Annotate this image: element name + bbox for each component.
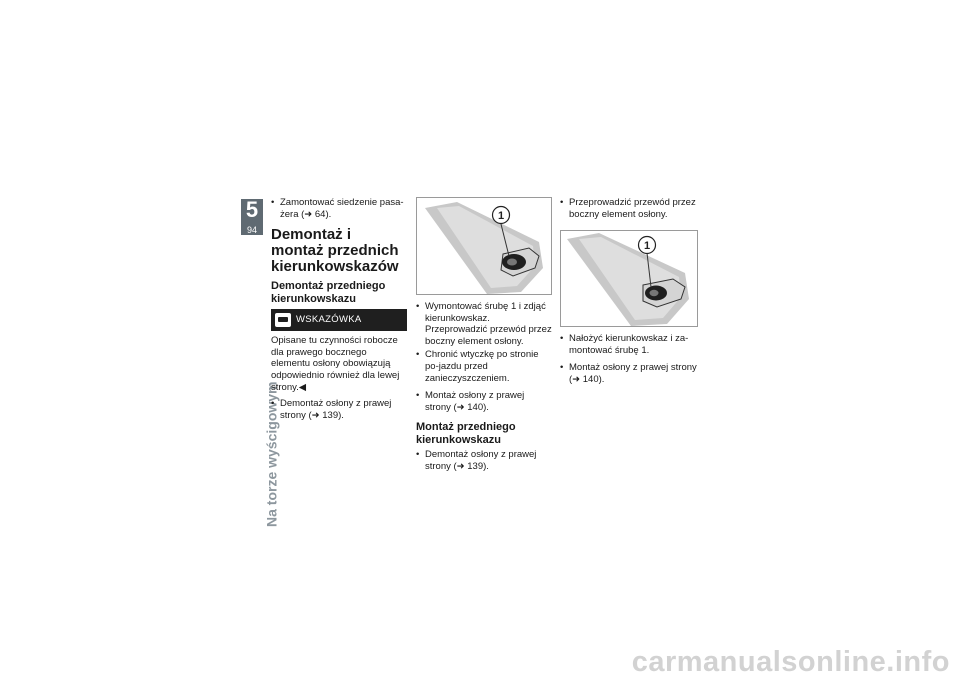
bullet-item: • Demontaż osłony z prawej strony (➜ 139). [271, 398, 407, 421]
figure-turn-signal-removal [416, 197, 552, 295]
subsection-heading: Demontaż przedniego kierunkowskazu [271, 280, 386, 305]
bullet-item: • Zamontować siedzenie pasa-żera (➜ 64). [271, 197, 407, 220]
bullet-item: • Wymontować śrubę 1 i zdjąć kierunkowskaz. Przeprowadzić przewód przez boczny element osłony. [416, 301, 552, 347]
page-number: 94 [246, 225, 257, 235]
note-banner [271, 309, 407, 331]
column-1 [271, 197, 407, 423]
bullet-item: • Chronić wtyczkę po stronie po-jazdu przed zanieczyszczeniem. [416, 349, 552, 384]
column-3 [560, 197, 700, 388]
figure-turn-signal-install [560, 230, 698, 327]
subsection-heading: Montaż przedniego kierunkowskazu [416, 421, 516, 446]
bullet-item: • Nałożyć kierunkowskaz i za-montować śrubę 1. [560, 333, 700, 356]
section-heading: Demontaż i montaż przednich kierunkowskazów [271, 226, 399, 276]
column-2 [416, 197, 552, 475]
note-text: Opisane tu czynności robocze dla prawego bocznego elementu osłony obowiązują odpowiednio również dla lewej strony.◀ [271, 335, 400, 393]
fairing-illustration [561, 231, 697, 326]
figure-callout: 1 [643, 240, 651, 253]
bullet-item: • Montaż osłony z prawej strony (➜ 140). [560, 362, 700, 385]
chapter-number: 5 [245, 197, 259, 222]
bullet-item: • Demontaż osłony z prawej strony (➜ 139). [416, 449, 552, 472]
watermark: carmanualsonline.info [631, 646, 950, 678]
note-icon [275, 313, 291, 327]
fairing-illustration [417, 198, 551, 294]
chapter-title: Na torze wyścigowym [263, 381, 279, 527]
bullet-item: • Przeprowadzić przewód przez boczny element osłony. [560, 197, 700, 220]
bullet-item: • Montaż osłony z prawej strony (➜ 140). [416, 390, 552, 413]
chapter-title-vertical [243, 236, 279, 527]
note-label: WSKAZÓWKA [296, 314, 362, 326]
figure-callout: 1 [497, 210, 505, 222]
